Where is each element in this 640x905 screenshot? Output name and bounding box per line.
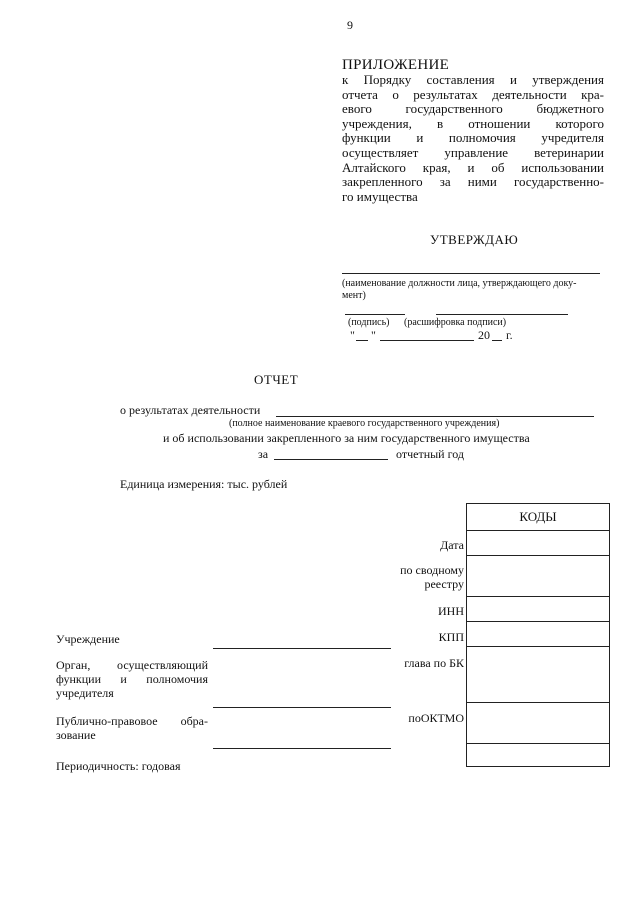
date-quote-close: " xyxy=(371,328,376,342)
label-registry-cont: реестру xyxy=(424,577,464,591)
position-caption: (наименование должности лица, утверждающего доку- xyxy=(342,278,577,289)
public-entity-label-line: Публично-правовое обра- xyxy=(56,714,208,728)
label-inn: ИНН xyxy=(438,604,464,618)
report-year-line[interactable] xyxy=(274,459,388,460)
appendix-line: Алтайского края, и об использовании xyxy=(342,159,604,175)
date-month-line[interactable] xyxy=(380,340,474,341)
label-registry: по сводному xyxy=(400,563,464,577)
institution-name-caption: (полное наименование краевого государственного учреждения) xyxy=(229,418,500,429)
label-kpp: КПП xyxy=(438,630,464,644)
code-cell-date[interactable] xyxy=(467,531,610,556)
signature-line[interactable] xyxy=(345,314,405,315)
institution-field-line[interactable] xyxy=(213,648,391,649)
appendix-text xyxy=(342,73,604,204)
date-quote-open: " xyxy=(350,328,355,342)
public-entity-field-line[interactable] xyxy=(213,748,391,749)
appendix-line: закрепленного за ними государственно- xyxy=(342,174,604,190)
appendix-line: отчета о результатах деятельности кра- xyxy=(342,86,604,102)
report-line1-label: о результатах деятельности xyxy=(120,403,261,417)
code-cell-registry[interactable] xyxy=(467,556,610,597)
code-cell-oktmo[interactable] xyxy=(467,703,610,744)
appendix-line: функции и полномочия учредителя xyxy=(342,130,604,146)
signature-caption: (подпись) xyxy=(348,317,390,328)
approval-title: УТВЕРЖДАЮ xyxy=(430,232,519,247)
label-oktmo: поОКТМО xyxy=(408,711,464,725)
public-entity-label-line: зование xyxy=(56,728,96,742)
organ-label-line: функции и полномочия xyxy=(56,672,208,686)
periodicity-label: Периодичность: годовая xyxy=(56,759,181,773)
date-year-prefix: 20 xyxy=(478,328,490,342)
code-cell-inn[interactable] xyxy=(467,597,610,622)
date-day-line[interactable] xyxy=(356,340,368,341)
appendix-line: евого государственного бюджетного xyxy=(342,101,604,117)
code-cell-kpp[interactable] xyxy=(467,622,610,647)
organ-field-line[interactable] xyxy=(213,707,391,708)
label-date: Дата xyxy=(440,538,464,552)
public-entity-label xyxy=(56,714,208,742)
decoding-caption: (расшифровка подписи) xyxy=(404,317,507,328)
report-line2: и об использовании закрепленного за ним государственного имущества xyxy=(163,431,530,445)
appendix-line: к Порядку составления и утверждения xyxy=(342,72,604,87)
date-year-suffix: г. xyxy=(506,328,513,342)
appendix-line: го имущества xyxy=(342,188,418,204)
organ-label-line: Орган, осуществляющий xyxy=(56,658,208,672)
unit-of-measure: Единица измерения: тыс. рублей xyxy=(120,477,288,491)
codes-header: КОДЫ xyxy=(467,504,610,531)
organ-label xyxy=(56,658,208,700)
codes-table xyxy=(466,503,610,767)
report-year-prefix: за xyxy=(258,447,269,461)
code-cell-bk[interactable] xyxy=(467,647,610,703)
decoding-line[interactable] xyxy=(436,314,568,315)
date-year-line[interactable] xyxy=(492,340,502,341)
organ-label-line: учредителя xyxy=(56,686,114,700)
report-year-suffix: отчетный год xyxy=(396,447,464,461)
page-number: 9 xyxy=(347,18,353,32)
code-cell-periodicity[interactable] xyxy=(467,744,610,767)
label-bk: глава по БК xyxy=(404,656,464,670)
institution-name-line[interactable] xyxy=(276,416,594,417)
report-title: ОТЧЕТ xyxy=(254,372,299,387)
appendix-heading: ПРИЛОЖЕНИЕ xyxy=(342,57,450,73)
appendix-line: осуществляет управление ветеринарии xyxy=(342,144,604,160)
appendix-line: учреждения, в отношении которого xyxy=(342,115,604,131)
institution-label: Учреждение xyxy=(56,632,120,646)
position-caption-cont: мент) xyxy=(342,290,366,301)
position-line[interactable] xyxy=(342,273,600,274)
